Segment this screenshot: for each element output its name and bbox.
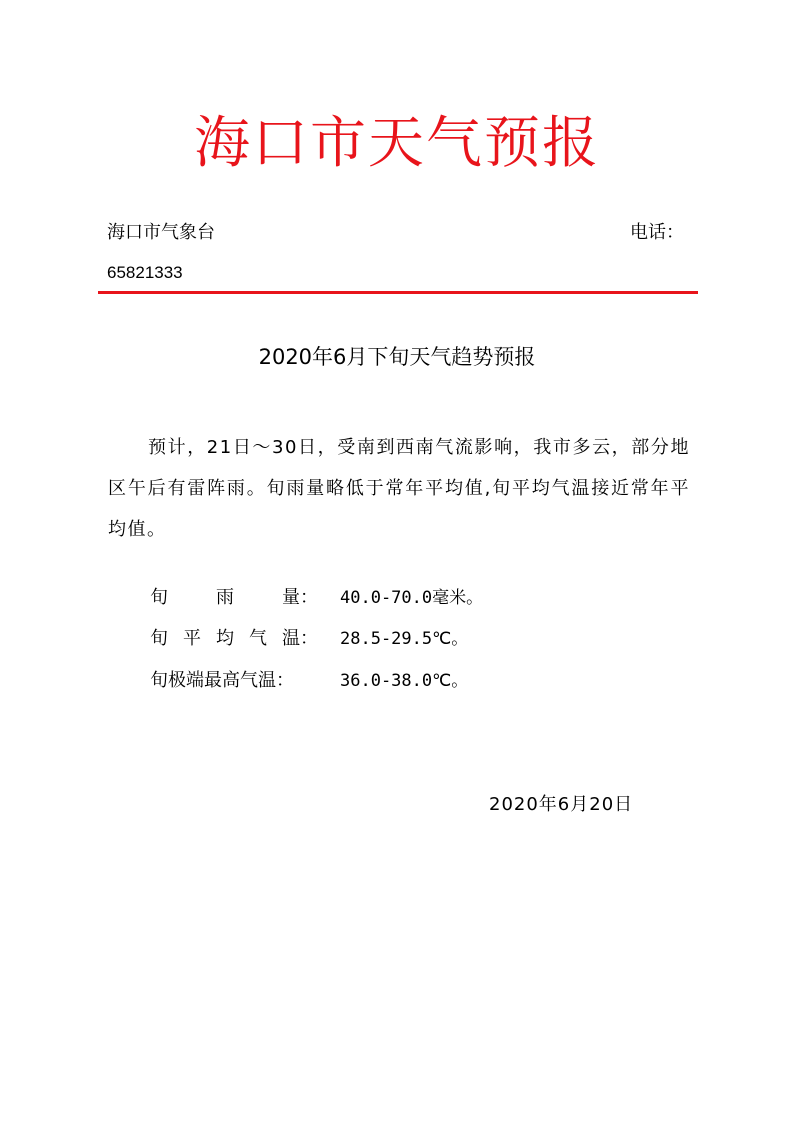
- stat-label-char: 平: [183, 628, 201, 649]
- stat-label-char: 旬: [150, 587, 168, 608]
- stat-label-char: 量：: [282, 587, 318, 608]
- issue-date: 2020年6月20日: [489, 794, 634, 815]
- stat-label-char: 雨: [216, 587, 234, 608]
- stat-label-max-temp: 旬极端最高气温：: [150, 670, 294, 691]
- masthead-title: 海口市天气预报: [194, 111, 600, 176]
- red-divider: [98, 291, 698, 294]
- stat-value-rainfall: 40.0-70.0毫米。: [340, 588, 484, 608]
- document-title: 2020年6月下旬天气趋势预报: [258, 345, 536, 369]
- stat-label-char: 气: [249, 628, 267, 649]
- stat-label-char: 均: [216, 628, 234, 649]
- stat-label-char: 旬: [150, 628, 168, 649]
- phone-label: 电话：: [630, 222, 684, 243]
- stat-value-max-temp: 36.0-38.0℃。: [340, 671, 469, 691]
- forecast-paragraph: 预计，21日～30日，受南到西南气流影响，我市多云，部分地区午后有雷阵雨。旬雨量略低于常年平均值,旬平均气温接近常年平均值。: [108, 437, 690, 540]
- stat-label-rainfall: [150, 584, 318, 612]
- phone-number: 65821333: [107, 263, 183, 282]
- stat-label-char: 温：: [282, 628, 318, 649]
- stat-label-avg-temp: [150, 625, 318, 653]
- stat-value-avg-temp: 28.5-29.5℃。: [340, 629, 469, 649]
- issuer-name: 海口市气象台: [107, 222, 215, 243]
